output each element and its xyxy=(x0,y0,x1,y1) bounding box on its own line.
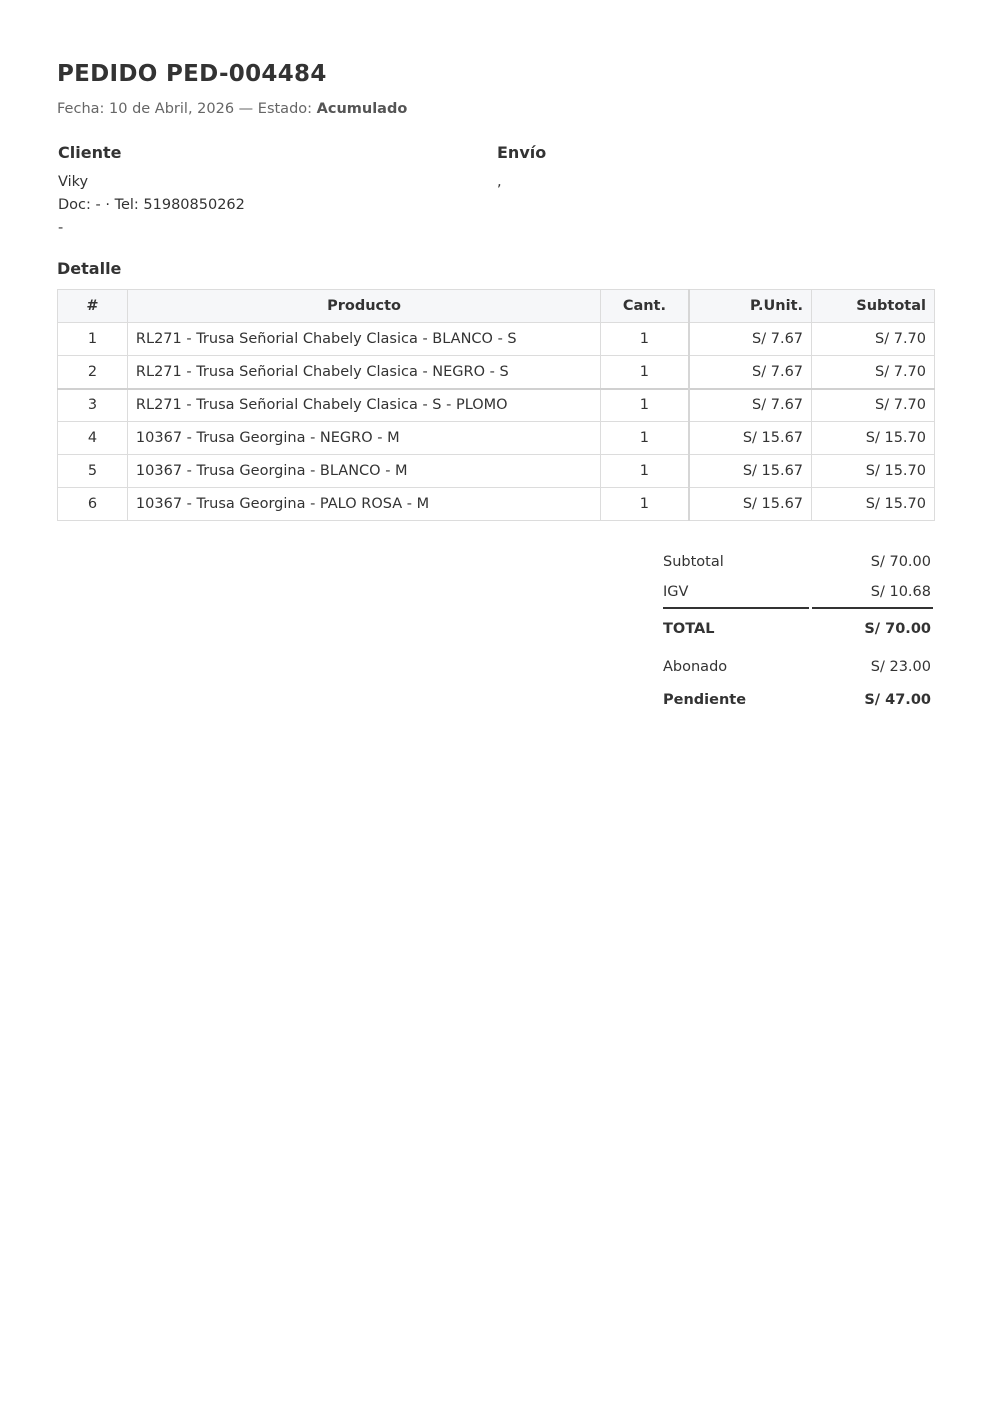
row-product: RL271 - Trusa Señorial Chabely Clasica - BLANCO - S xyxy=(127,323,600,356)
detail-heading: Detalle xyxy=(57,259,122,278)
paid-value: S/ 23.00 xyxy=(870,659,931,675)
row-number: 2 xyxy=(58,356,128,389)
row-subtotal: S/ 7.70 xyxy=(812,356,935,389)
row-unit-price: S/ 7.67 xyxy=(689,389,812,422)
table-row xyxy=(58,389,935,422)
row-product: 10367 - Trusa Georgina - BLANCO - M xyxy=(127,455,600,488)
col-product-header: Producto xyxy=(127,290,600,323)
order-date: Fecha: 10 de Abril, 2026 — Estado: xyxy=(57,101,317,117)
table-header-row xyxy=(58,290,935,323)
row-unit-price: S/ 15.67 xyxy=(689,455,812,488)
row-quantity: 1 xyxy=(601,488,689,521)
table-row xyxy=(58,455,935,488)
total-label: TOTAL xyxy=(663,621,715,637)
row-quantity: 1 xyxy=(601,356,689,389)
col-quantity-header: Cant. xyxy=(601,290,689,323)
row-subtotal: S/ 15.70 xyxy=(812,488,935,521)
client-name: Viky xyxy=(58,174,89,190)
pending-label: Pendiente xyxy=(663,692,747,708)
table-row xyxy=(58,356,935,389)
total-divider xyxy=(663,607,809,609)
row-quantity: 1 xyxy=(601,323,689,356)
row-number: 3 xyxy=(58,389,128,422)
row-number: 4 xyxy=(58,422,128,455)
col-unit-price-header: P.Unit. xyxy=(689,290,812,323)
row-product: RL271 - Trusa Señorial Chabely Clasica - S - PLOMO xyxy=(127,389,600,422)
igv-label: IGV xyxy=(663,584,689,600)
row-product: 10367 - Trusa Georgina - NEGRO - M xyxy=(127,422,600,455)
row-number: 6 xyxy=(58,488,128,521)
total-value: S/ 70.00 xyxy=(864,621,931,637)
row-subtotal: S/ 7.70 xyxy=(812,323,935,356)
pending-value: S/ 47.00 xyxy=(864,692,931,708)
row-subtotal: S/ 7.70 xyxy=(812,389,935,422)
row-product: 10367 - Trusa Georgina - PALO ROSA - M xyxy=(127,488,600,521)
igv-value: S/ 10.68 xyxy=(870,584,931,600)
row-number: 5 xyxy=(58,455,128,488)
table-row xyxy=(58,323,935,356)
row-quantity: 1 xyxy=(601,422,689,455)
table-row xyxy=(58,488,935,521)
row-number: 1 xyxy=(58,323,128,356)
col-subtotal-header: Subtotal xyxy=(812,290,935,323)
client-doc-phone: Doc: - · Tel: 51980850262 xyxy=(58,197,245,213)
order-meta xyxy=(57,101,407,117)
row-subtotal: S/ 15.70 xyxy=(812,455,935,488)
table-row xyxy=(58,422,935,455)
row-quantity: 1 xyxy=(601,389,689,422)
row-subtotal: S/ 15.70 xyxy=(812,422,935,455)
subtotal-value: S/ 70.00 xyxy=(870,554,931,570)
row-unit-price: S/ 7.67 xyxy=(689,323,812,356)
order-title: PEDIDO PED-004484 xyxy=(57,61,327,87)
row-unit-price: S/ 15.67 xyxy=(689,488,812,521)
shipping-heading: Envío xyxy=(497,143,547,162)
items-table xyxy=(57,289,935,521)
col-number-header: # xyxy=(58,290,128,323)
client-extra: - xyxy=(58,220,64,236)
paid-label: Abonado xyxy=(663,659,728,675)
row-unit-price: S/ 7.67 xyxy=(689,356,812,389)
subtotal-label: Subtotal xyxy=(663,554,724,570)
total-divider xyxy=(812,607,933,609)
client-heading: Cliente xyxy=(58,143,122,162)
order-status: Acumulado xyxy=(316,101,408,117)
shipping-address: , xyxy=(497,174,502,190)
row-quantity: 1 xyxy=(601,455,689,488)
row-unit-price: S/ 15.67 xyxy=(689,422,812,455)
row-product: RL271 - Trusa Señorial Chabely Clasica - NEGRO - S xyxy=(127,356,600,389)
